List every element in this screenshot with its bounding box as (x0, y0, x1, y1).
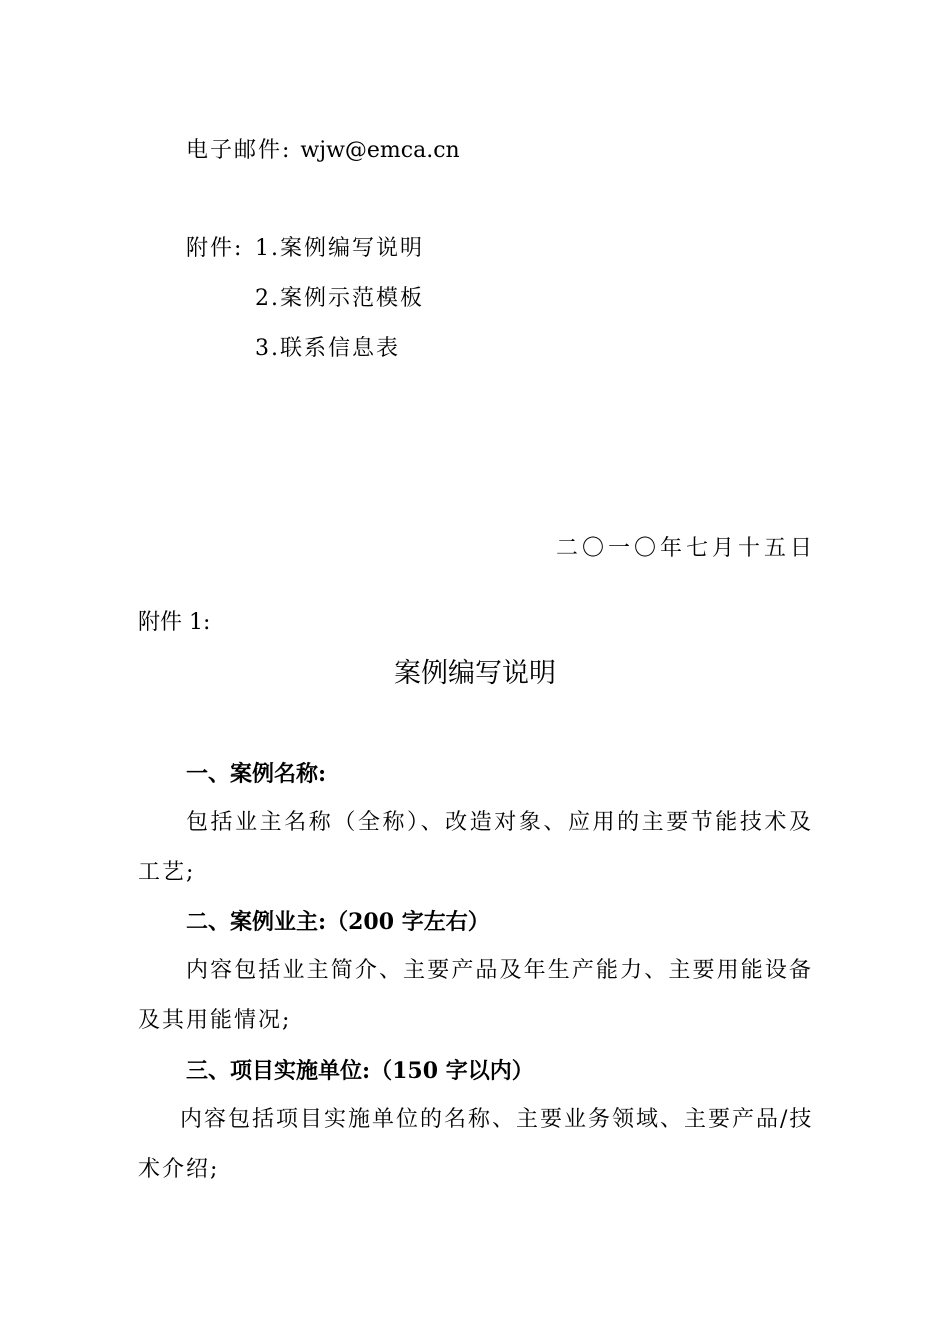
section-body-2-line2: 及其用能情况; (138, 1008, 292, 1033)
attachment-item-1: 1.案例编写说明 (255, 236, 424, 261)
section-heading-1: 一、案例名称: (186, 761, 327, 787)
attachment-label: 附件: (186, 236, 244, 261)
section-heading-3: 三、项目实施单位:（150 字以内） (186, 1058, 534, 1084)
email-value: wjw@emca.cn (300, 138, 460, 163)
section-body-3-line1: 内容包括项目实施单位的名称、主要业务领域、主要产品/技 (180, 1107, 814, 1132)
attachment-item-3: 3.联系信息表 (255, 336, 400, 361)
attachment-item-2: 2.案例示范模板 (255, 286, 424, 311)
section-body-2-line1: 内容包括业主简介、主要产品及年生产能力、主要用能设备 (186, 958, 813, 983)
section-body-3-line2: 术介绍; (138, 1157, 220, 1182)
section-body-1-line1: 包括业主名称（全称）、改造对象、应用的主要节能技术及 (186, 810, 813, 835)
section-heading-2: 二、案例业主:（200 字左右） (186, 909, 490, 935)
email-line (186, 136, 460, 166)
appendix-label: 附件 1: (138, 610, 211, 635)
section-body-1-line2: 工艺; (138, 860, 196, 885)
appendix-title: 案例编写说明 (394, 658, 556, 689)
email-label: 电子邮件: (186, 138, 292, 163)
document-date: 二〇一〇年七月十五日 (556, 536, 817, 561)
